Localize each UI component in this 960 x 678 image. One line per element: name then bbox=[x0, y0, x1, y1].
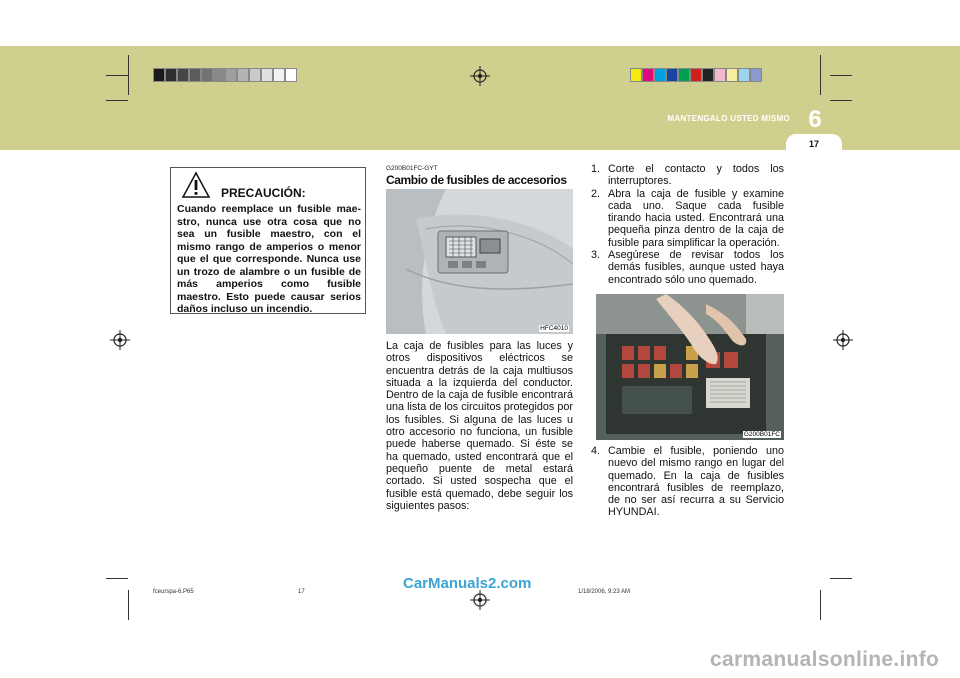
color-swatch bbox=[678, 68, 690, 82]
caution-title: PRECAUCIÓN: bbox=[221, 186, 306, 200]
crop-mark bbox=[830, 578, 852, 579]
registration-mark-icon bbox=[110, 330, 130, 350]
step-text: Asegúrese de revisar todos los demás fusibles, aunque usted haya encontrado sólo uno quemado. bbox=[608, 249, 784, 286]
crop-mark bbox=[830, 75, 852, 76]
step-number: 2. bbox=[591, 187, 601, 200]
step-number: 4. bbox=[591, 445, 601, 457]
step-item bbox=[591, 188, 784, 249]
step-item bbox=[591, 163, 784, 188]
steps-list bbox=[591, 163, 784, 286]
step-text: Corte el contacto y todos los interruptores. bbox=[608, 163, 784, 188]
step-text: Abra la caja de fusible y examine cada uno. Saque cada fusible tirando hacia usted. Encontrará una pequeña pinza dentro de la caja de fusible para simplificar la operación. bbox=[608, 187, 784, 249]
footer-date: 1/18/2006, 9:23 AM bbox=[578, 589, 631, 595]
color-swatch bbox=[750, 68, 762, 82]
step-item bbox=[591, 249, 784, 286]
color-swatch bbox=[642, 68, 654, 82]
section-paragraph: La caja de fusibles para las luces y otros dispositivos eléctricos se encuentra detrás de la caja multiusos situada a la izquierda del conductor. Dentro de la caja de fusible encontrará una lista de los circuitos protegidos por los fusibles. Si alguna de las luces u otro accesorio no funciona, un fusible puede haberse quemado. Si éste se ha quemado, usted encontrará que el pequeño puente de metal estará cortado. Si usted sospecha que el fusible está quemado, debe seguir los siguientes pasos: bbox=[386, 340, 573, 512]
color-swatch bbox=[153, 68, 165, 82]
footer-file-name: fceurspa-6.P65 bbox=[153, 589, 194, 595]
color-swatch-strip-left bbox=[153, 68, 297, 82]
color-swatch bbox=[273, 68, 285, 82]
step-item bbox=[591, 445, 784, 519]
color-swatch bbox=[213, 68, 225, 82]
chapter-title: MANTENGALO USTED MISMO bbox=[667, 114, 790, 123]
footer-page: 17 bbox=[298, 589, 305, 595]
crop-mark bbox=[128, 590, 129, 620]
crop-mark bbox=[106, 100, 128, 101]
color-swatch bbox=[177, 68, 189, 82]
crop-mark bbox=[106, 578, 128, 579]
crop-mark bbox=[830, 100, 852, 101]
color-swatch-strip-right bbox=[630, 68, 762, 82]
caution-box bbox=[170, 167, 366, 314]
color-swatch bbox=[225, 68, 237, 82]
caution-body: Cuando reemplace un fusible mae-stro, nunca use otra cosa que no sea un fusible maestro, con el mismo rango de amperios o menor que el que corresponde. Nunca use un trozo de alambre o un fusible de más amperios como fusible maestro. Esto puede causar serios daños incluso un incendio. bbox=[177, 203, 361, 315]
page-number: 17 bbox=[808, 139, 819, 149]
color-swatch bbox=[726, 68, 738, 82]
registration-mark-icon bbox=[470, 66, 490, 86]
chapter-number: 6 bbox=[808, 106, 822, 133]
step-number: 3. bbox=[591, 249, 601, 262]
registration-mark-icon bbox=[470, 590, 490, 610]
watermark-carmanualsonline[interactable]: carmanualsonline.info bbox=[710, 648, 940, 671]
color-swatch bbox=[237, 68, 249, 82]
crop-mark bbox=[128, 55, 129, 95]
figure-label: G200B01FC bbox=[743, 431, 780, 438]
color-swatch bbox=[690, 68, 702, 82]
fuse-box-illustration bbox=[596, 294, 784, 440]
color-swatch bbox=[666, 68, 678, 82]
color-swatch bbox=[261, 68, 273, 82]
section-code: G200B01FC-GYT bbox=[386, 165, 438, 172]
registration-mark-icon bbox=[833, 330, 853, 350]
figure-label: HFC4010 bbox=[540, 325, 568, 332]
color-swatch bbox=[165, 68, 177, 82]
color-swatch bbox=[702, 68, 714, 82]
color-swatch bbox=[201, 68, 213, 82]
crop-mark bbox=[820, 590, 821, 620]
color-swatch bbox=[189, 68, 201, 82]
section-title: Cambio de fusibles de accesorios bbox=[386, 173, 567, 187]
fuse-replacement-photo bbox=[596, 294, 784, 440]
step-number: 1. bbox=[591, 163, 601, 175]
color-swatch bbox=[654, 68, 666, 82]
warning-triangle-icon bbox=[181, 171, 211, 199]
dashboard-illustration bbox=[386, 189, 573, 334]
color-swatch bbox=[738, 68, 750, 82]
steps-list-continued bbox=[591, 445, 784, 519]
color-swatch bbox=[285, 68, 297, 82]
step-text: Cambie el fusible, poniendo uno nuevo del mismo rango en lugar del quemado. En la caja de fusibles encontrará fusibles de reemplazo, de no ser así recurra a su Servicio HYUNDAI. bbox=[608, 445, 784, 519]
color-swatch bbox=[249, 68, 261, 82]
color-swatch bbox=[714, 68, 726, 82]
crop-mark bbox=[106, 75, 128, 76]
crop-mark bbox=[820, 55, 821, 95]
fuse-box-location-photo bbox=[386, 189, 573, 334]
watermark-carmanuals2[interactable]: CarManuals2.com bbox=[403, 575, 532, 592]
color-swatch bbox=[630, 68, 642, 82]
